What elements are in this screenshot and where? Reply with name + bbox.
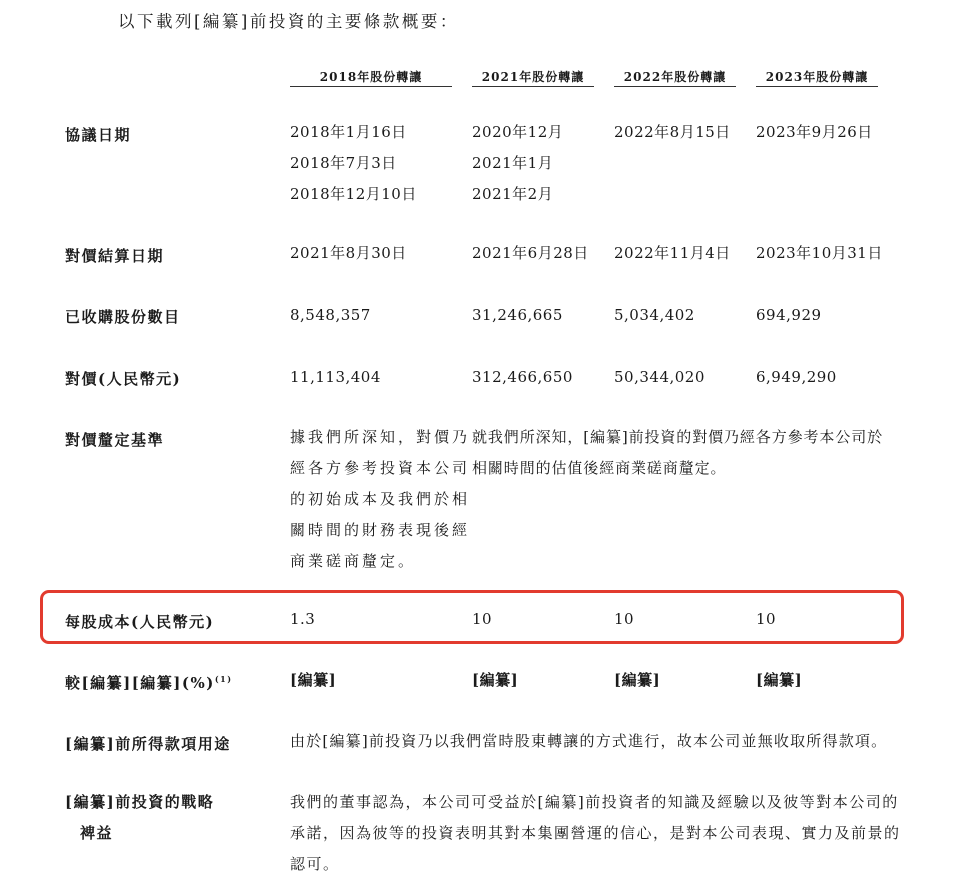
cost-per-share-2022: 10 bbox=[614, 610, 635, 628]
column-header-rule bbox=[472, 86, 594, 87]
agreement-date-2021: 2020年12月 2021年1月 2021年2月 bbox=[472, 123, 564, 203]
use-of-proceeds-text: 由於[編纂]前投資乃以我們當時股東轉讓的方式進行，故本公司並無收取所得款項。 bbox=[290, 732, 888, 750]
cost-per-share-2018: 1.3 bbox=[290, 610, 316, 628]
consideration-2022: 50,344,020 bbox=[614, 368, 705, 386]
column-header-2022: 2022年股份轉讓 bbox=[623, 70, 727, 84]
discount-2023: [編纂] bbox=[756, 671, 803, 689]
settlement-date-2023: 2023年10月31日 bbox=[756, 244, 883, 262]
basis-2018: 據我們所深知，對價乃 經各方參考投資本公司 的初始成本及我們於相 關時間的財務表現後經 商業磋商釐定。 bbox=[290, 428, 471, 570]
column-header-rule bbox=[290, 86, 452, 87]
shares-acquired-2023: 694,929 bbox=[756, 306, 822, 324]
consideration-2021: 312,466,650 bbox=[472, 368, 573, 386]
settlement-date-2022: 2022年11月4日 bbox=[614, 244, 731, 262]
column-header-2023: 2023年股份轉讓 bbox=[765, 70, 869, 84]
cost-per-share-2023: 10 bbox=[756, 610, 777, 628]
column-header-2018: 2018年股份轉讓 bbox=[319, 70, 423, 84]
row-label-shares-acquired: 已收購股份數目 bbox=[65, 308, 181, 326]
consideration-2018: 11,113,404 bbox=[290, 368, 381, 386]
agreement-date-2022: 2022年8月15日 bbox=[614, 123, 731, 141]
row-label-use-of-proceeds: [編纂]前所得款項用途 bbox=[65, 735, 231, 753]
agreement-date-2018: 2018年1月16日 2018年7月3日 2018年12月10日 bbox=[290, 123, 417, 203]
column-header-2021: 2021年股份轉讓 bbox=[481, 70, 585, 84]
shares-acquired-2021: 31,246,665 bbox=[472, 306, 563, 324]
discount-2021: [編纂] bbox=[472, 671, 519, 689]
shares-acquired-2018: 8,548,357 bbox=[290, 306, 371, 324]
row-label-agreement-date: 協議日期 bbox=[65, 126, 132, 144]
shares-acquired-2022: 5,034,402 bbox=[614, 306, 695, 324]
footnote-marker: (1) bbox=[214, 674, 233, 684]
row-label-strategic-benefits: [編纂]前投資的戰略 裨益 bbox=[65, 793, 215, 842]
intro-text: 以下載列[編纂]前投資的主要條款概要： bbox=[118, 12, 459, 31]
settlement-date-2021: 2021年6月28日 bbox=[472, 244, 589, 262]
column-header-rule bbox=[614, 86, 736, 87]
row-label-consideration: 對價(人民幣元) bbox=[65, 370, 182, 388]
row-label-cost-per-share: 每股成本(人民幣元) bbox=[65, 613, 215, 631]
cost-per-share-2021: 10 bbox=[472, 610, 493, 628]
consideration-2023: 6,949,290 bbox=[756, 368, 837, 386]
settlement-date-2018: 2021年8月30日 bbox=[290, 244, 407, 262]
discount-2018: [編纂] bbox=[290, 671, 337, 689]
basis-2021-2023: 就我們所深知，[編纂]前投資的對價乃經各方參考本公司於 相關時間的估值後經商業磋商釐定。 bbox=[472, 428, 884, 477]
agreement-date-2023: 2023年9月26日 bbox=[756, 123, 873, 141]
strategic-benefits-text: 我們的董事認為，本公司可受益於[編纂]前投資者的知識及經驗以及彼等對本公司的 承諾，因為彼等的投資表明其對本集團營運的信心，是對本公司表現、實力及前景的 認可。 bbox=[290, 793, 901, 873]
column-header-rule bbox=[756, 86, 878, 87]
discount-2022: [編纂] bbox=[614, 671, 661, 689]
row-label-basis: 對價釐定基準 bbox=[65, 431, 165, 449]
row-label-discount: 較[編纂][編纂](%)$^{(1)}$ bbox=[65, 674, 233, 692]
row-label-settlement-date: 對價結算日期 bbox=[65, 247, 165, 265]
